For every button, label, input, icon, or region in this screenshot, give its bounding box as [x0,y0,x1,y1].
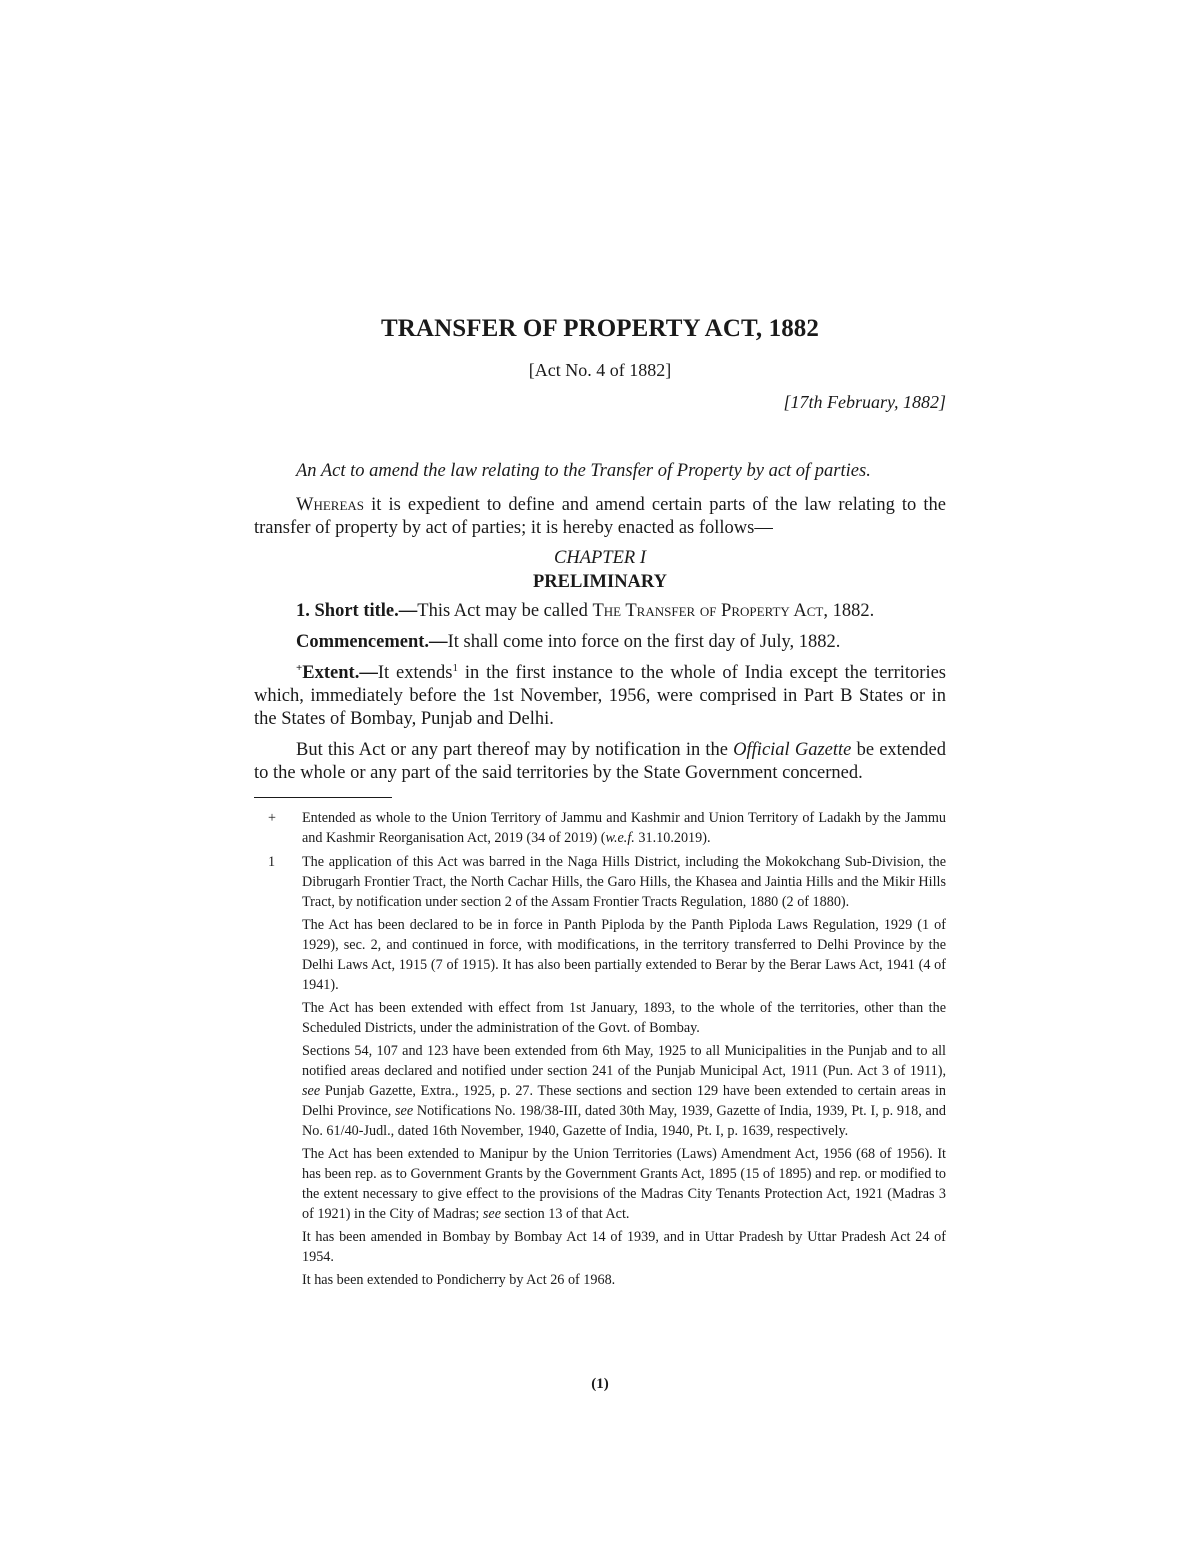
extent-text-before: It extends [377,663,453,683]
commencement-heading: Commencement.— [296,632,448,652]
proviso-text-before: But this Act or any part thereof may by notification in the [296,740,734,760]
footnote-text: Entended as whole to the Union Territory of Jammu and Kashmir and Union Territory of Ladakh by the Jammu and Kashmir Reorganisation Act, 2019 (34 of 2019) ( [302,810,946,846]
section-extent [254,662,946,731]
footnote-italic: w.e.f. [605,830,635,846]
extent-text-after: in the first instance to the whole of India except the territories which, immediately before the 1st November, 1956, were comprised in Part B States or in the States of Bombay, Punjab and Delhi. [254,663,946,729]
footnote-italic: see [395,1103,414,1119]
section-short-title [254,600,946,623]
footnote-italic: see [302,1083,321,1099]
footnote-text: Notifications No. 198/38-III, dated 30th May, 1939, Gazette of India, 1939, Pt. I, p. 918, and No. 61/40-Judl., dated 16th November, 1940, Gazette of India, 1940, Pt. I, p. 1639, respectively. [302,1103,946,1139]
short-title-heading: 1. Short title.— [296,601,418,621]
footnote-paragraph: The Act has been declared to be in force in Panth Piploda by the Panth Piploda Laws Regulation, 1929 (1 of 1929), sec. 2, and continued in force, with modifications, in the territory transferred to Delhi Province by the Delhi Laws Act, 1915 (7 of 1915). It has also been partially extended to Berar by the Berar Laws Act, 1941 (4 of 1941). [302,917,946,993]
preamble-text: it is expedient to define and amend certain parts of the law relating to the transfer of property by act of parties; it is hereby enacted as follows— [254,495,946,538]
chapter-title: PRELIMINARY [533,572,667,592]
footnote-divider [254,797,392,798]
act-date: [17th February, 1882] [783,392,946,412]
page-number: (1) [591,1376,609,1392]
footnote-italic: see [482,1206,501,1222]
short-title-act-name: The Transfer of Property Act [592,601,824,621]
page-content [254,312,946,1297]
short-title-text-before: This Act may be called [417,601,593,621]
footnote-body [302,808,946,848]
section-commencement [254,631,946,654]
footnote-body [302,852,946,1293]
footnote-paragraph [302,1144,946,1224]
footnote-paragraph: It has been amended in Bombay by Bombay Act 14 of 1939, and in Uttar Pradesh by Uttar Pradesh Act 24 of 1954. [302,1229,946,1265]
proviso-text-after: be extended to the whole or any part of the said territories by the State Government concerned. [254,740,946,783]
section-proviso [254,739,946,785]
footnote-paragraph [302,1041,946,1141]
extent-heading: Extent.— [302,663,378,683]
footnote-paragraph: The Act has been extended with effect from 1st January, 1893, to the whole of the territories, other than the Scheduled Districts, under the administration of the Govt. of Bombay. [302,1000,946,1036]
footnote-text: The Act has been extended to Manipur by the Union Territories (Laws) Amendment Act, 1956 (68 of 1956). It has been rep. as to Government Grants by the Government Grants Act, 1895 (15 of 1895) and rep. or modified to the extent necessary to give effect to the provisions of the Madras City Tenants Protection Act, 1921 (Madras 3 of 1921) in the City of Madras; [302,1146,946,1222]
footnotes [254,808,946,1293]
extent-marker: + [296,661,303,674]
short-title-text-after: , 1882. [823,601,875,621]
footnote-mark: 1 [268,854,276,870]
footnote-mark: + [268,810,277,826]
footnote-1 [254,852,946,1293]
commencement-text: It shall come into force on the first day of July, 1882. [447,632,841,652]
preamble [254,494,946,540]
act-title: TRANSFER OF PROPERTY ACT, 1882 [380,315,820,342]
long-title: An Act to amend the law relating to the Transfer of Property by act of parties. [296,461,871,481]
footnote-text: Sections 54, 107 and 123 have been extended from 6th May, 1925 to all Municipalities in the Punjab and to all notified areas declared and notified under section 241 of the Punjab Municipal Act, 1911 (Pun. Act 3 of 1911), [302,1043,946,1079]
proviso-official-gazette: Official Gazette [733,740,852,760]
footnote-plus [254,808,946,848]
chapter-number: CHAPTER I [554,548,646,568]
extent-footnote-ref[interactable]: 1 [452,661,458,674]
footnote-paragraph: It has been extended to Pondicherry by Act 26 of 1968. [302,1272,616,1288]
footnote-text: section 13 of that Act. [501,1206,630,1222]
footnote-paragraph: The application of this Act was barred in the Naga Hills District, including the Mokokchang Sub-Division, the Dibrugarh Frontier Tract, the North Cachar Hills, the Garo Hills, the Khasea and Jaintia Hills and the Mikir Hills Tract, by notification under section 2 of the Assam Frontier Tracts Regulation, 1880 (2 of 1880). [302,854,946,910]
act-number: [Act No. 4 of 1882] [528,360,672,380]
preamble-lead: Whereas [296,495,365,515]
footnote-text: Punjab Gazette, Extra., 1925, p. 27. These sections and section 129 have been extended to certain areas in Delhi Province, [302,1083,946,1119]
footnote-text: 31.10.2019). [634,830,711,846]
